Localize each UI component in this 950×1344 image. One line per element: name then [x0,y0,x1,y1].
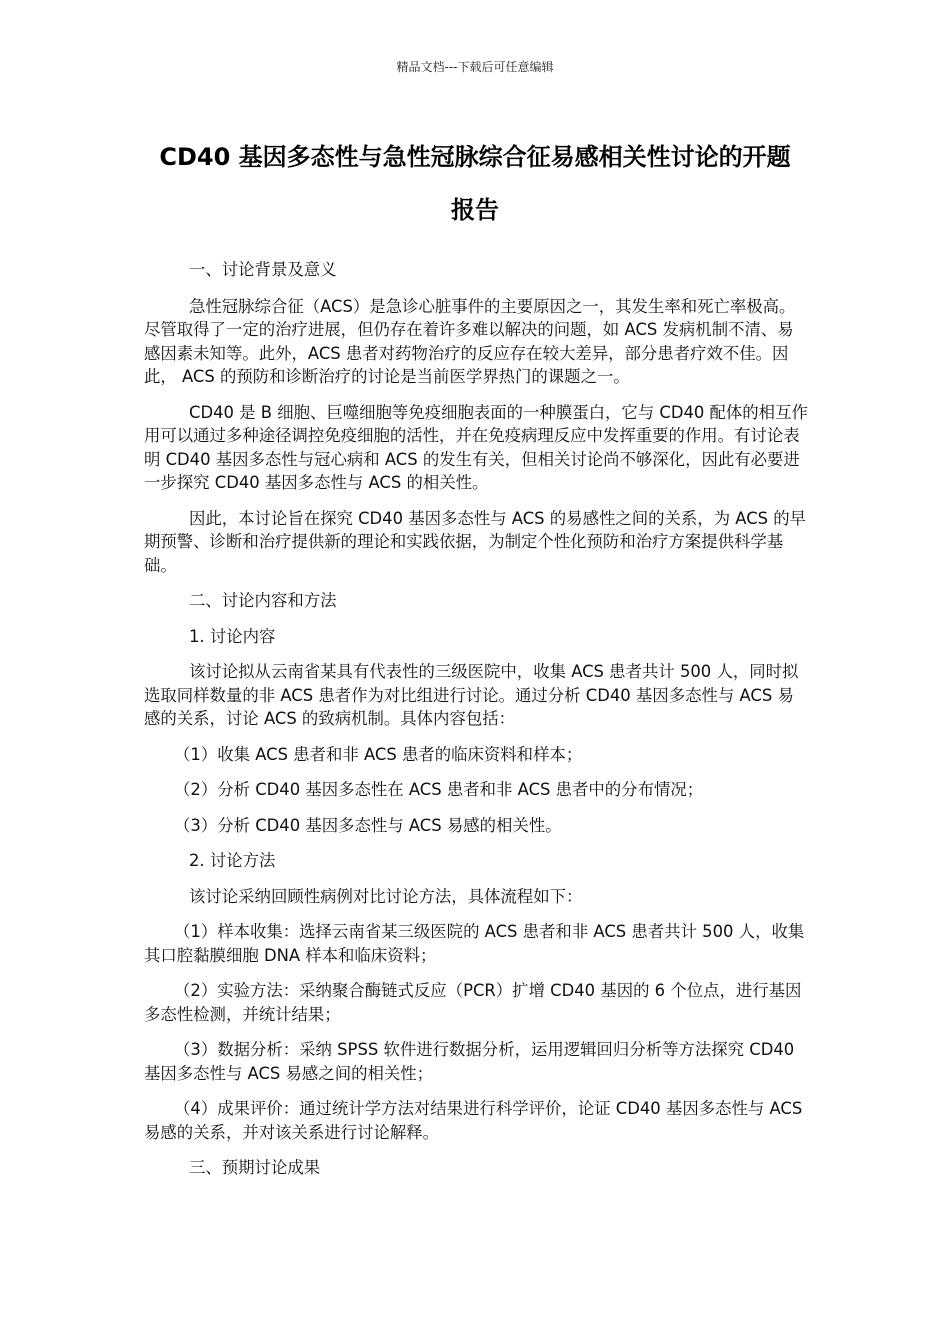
list-item: （3）数据分析：采纳 SPSS 软件进行数据分析，运用逻辑回归分析等方法探究 CD40 基因多态性与 ACS 易感之间的相关性； [144,1040,795,1083]
paragraph: CD40 是 B 细胞、巨噬细胞等免疫细胞表面的一种膜蛋白，它与 CD40 配体的相互作用可以通过多种途径调控免疫细胞的活性，并在免疫病理反应中发挥重要的作用。有讨论表明 CD40 基因多态性与冠心病和 ACS 的发生有关，但相关讨论尚不够深化，因此有必要进一步探究 CD40 基因多态性与 ACS 的相关性。 [144,402,808,492]
list-item: （2）实验方法：采纳聚合酶链式反应（PCR）扩增 CD40 基因的 6 个位点，进行基因多态性检测，并统计结果； [144,981,802,1024]
list-item: （3）分析 CD40 基因多态性与 ACS 易感的相关性。 [174,815,562,835]
document-title-line1: CD40 基因多态性与急性冠脉综合征易感相关性讨论的开题 [159,143,791,171]
paragraph: 因此，本讨论旨在探究 CD40 基因多态性与 ACS 的易感性之间的关系，为 ACS 的早期预警、诊断和治疗提供新的理论和实践依据，为制定个性化预防和治疗方案提供科学基础。 [144,508,807,575]
document-body [144,258,808,1180]
section-heading: 二、讨论内容和方法 [189,591,337,610]
document-title-line2: 报告 [451,196,499,224]
list-item: （1）收集 ACS 患者和非 ACS 患者的临床资料和样本； [174,744,583,764]
section-heading: 一、讨论背景及意义 [189,260,337,279]
paragraph: 急性冠脉综合征（ACS）是急诊心脏事件的主要原因之一，其发生率和死亡率极高。尽管取得了一定的治疗进展，但仍存在着许多难以解决的问题，如 ACS 发病机制不清、易感因素未知等。此外，ACS 患者对药物治疗的反应存在较大差异，部分患者疗效不佳。因此， ACS 的预防和诊断治疗的讨论是当前医学界热门的课题之一。 [144,296,796,386]
paragraph: 该讨论采纳回顾性病例对比讨论方法，具体流程如下： [189,886,583,906]
list-item: （4）成果评价：通过统计学方法对结果进行科学评价，论证 CD40 基因多态性与 ACS 易感的关系，并对该关系进行讨论解释。 [144,1099,803,1142]
list-item: （2）分析 CD40 基因多态性在 ACS 患者和非 ACS 患者中的分布情况； [174,780,704,799]
subsection-heading: 2. 讨论方法 [189,851,276,870]
page-header: 精品文档---下载后可任意编辑 [396,60,554,74]
section-heading: 三、预期讨论成果 [189,1158,321,1177]
subsection-heading: 1. 讨论内容 [189,626,276,646]
list-item: （1）样本收集：选择云南省某三级医院的 ACS 患者和非 ACS 患者共计 500 人，收集其口腔黏膜细胞 DNA 样本和临床资料； [144,922,805,965]
paragraph: 该讨论拟从云南省某具有代表性的三级医院中，收集 ACS 患者共计 500 人，同时拟选取同样数量的非 ACS 患者作为对比组进行讨论。通过分析 CD40 基因多态性与 ACS 易感的关系，讨论 ACS 的致病机制。具体内容包括： [144,662,799,728]
